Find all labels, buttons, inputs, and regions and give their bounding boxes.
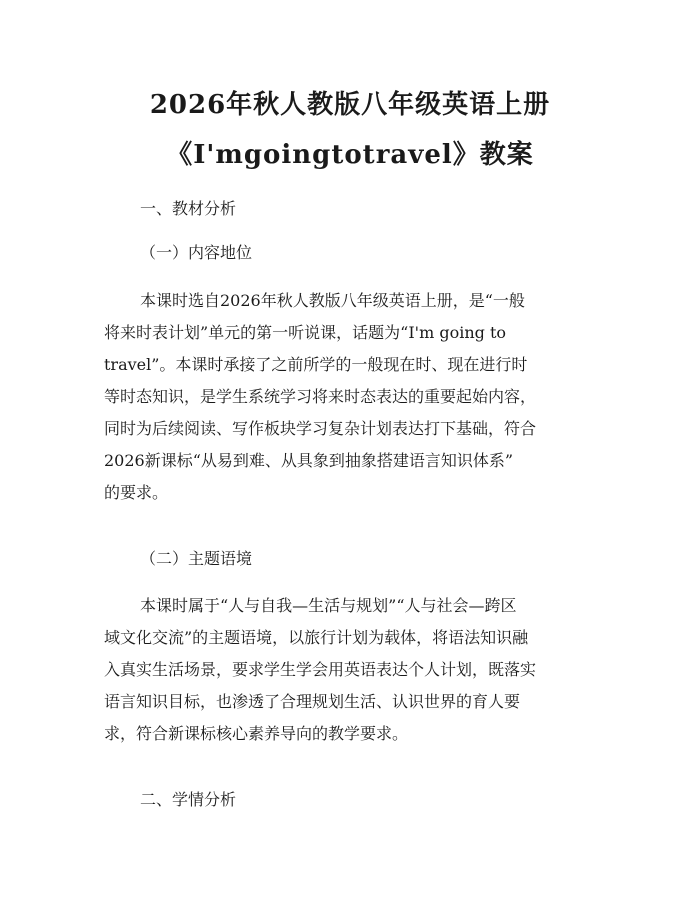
paragraph-line: 语言知识目标，也渗透了合理规划生活、认识世界的育人要 <box>104 692 521 711</box>
paragraph-line: 将来时表计划”单元的第一听说课，话题为“I'm going to <box>104 323 507 342</box>
paragraph-line: 入真实生活场景，要求学生学会用英语表达个人计划，既落实 <box>104 660 537 679</box>
document-title-line2: 《I'mgoingtotravel》教案 <box>166 140 534 170</box>
paragraph-line: 域文化交流”的主题语境，以旅行计划为载体，将语法知识融 <box>104 628 529 647</box>
paragraph-line: 本课时选自2026年秋人教版八年级英语上册，是“一般 <box>140 291 525 310</box>
document-title-line1: 2026年秋人教版八年级英语上册 <box>149 90 551 120</box>
subsection-heading-content-position: （一）内容地位 <box>140 243 253 262</box>
paragraph-line: 同时为后续阅读、写作板块学习复杂计划表达打下基础，符合 <box>104 419 537 438</box>
paragraph-line: 等时态知识，是学生系统学习将来时态表达的重要起始内容， <box>104 387 537 406</box>
paragraph-theme-context <box>104 590 600 750</box>
paragraph-line: 的要求。 <box>104 483 169 502</box>
section-heading-student-analysis: 二、学情分析 <box>140 790 237 809</box>
paragraph-line: travel”。本课时承接了之前所学的一般现在时、现在进行时 <box>104 355 528 374</box>
paragraph-line: 2026新课标“从易到难、从具象到抽象搭建语言知识体系” <box>104 451 514 470</box>
paragraph-line: 本课时属于“人与自我—生活与规划”“人与社会—跨区 <box>140 596 517 615</box>
subsection-heading-theme-context: （二）主题语境 <box>140 549 253 568</box>
section-heading-textbook-analysis: 一、教材分析 <box>140 199 237 218</box>
paragraph-content-position <box>104 285 600 509</box>
paragraph-line: 求，符合新课标核心素养导向的教学要求。 <box>104 724 409 743</box>
